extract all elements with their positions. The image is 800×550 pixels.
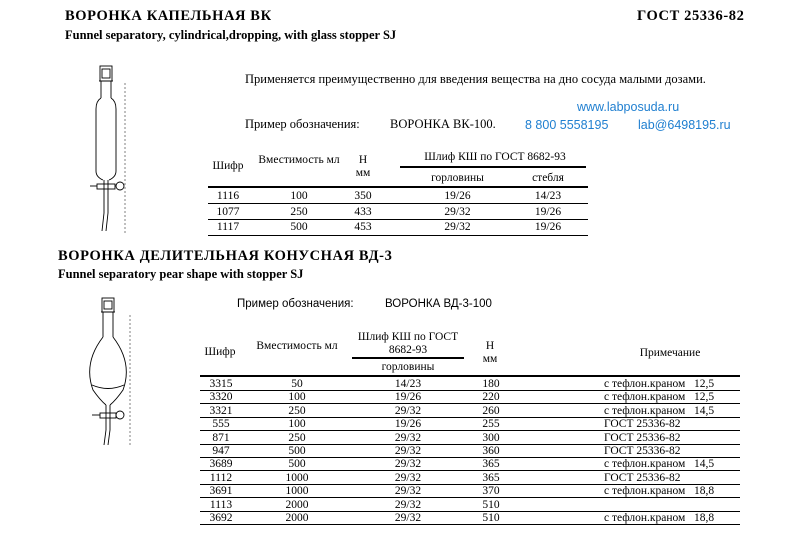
t2-cell-height: 365 bbox=[482, 472, 500, 484]
funnel-pear-drawing bbox=[78, 295, 148, 455]
t2-header-capacity: Вместимость мл bbox=[256, 340, 338, 352]
t2-cell-neck: 19/26 bbox=[394, 418, 422, 430]
t2-header-note: Примечание bbox=[639, 347, 701, 359]
contact-phone-link[interactable]: 8 800 5558195 bbox=[525, 118, 609, 132]
t1-cell-code: 1117 bbox=[216, 221, 240, 233]
t1-header-stem: стебля bbox=[532, 172, 564, 184]
section1-description: Применяется преимущественно для введения вещества на дно сосуда малыми дозами. bbox=[245, 72, 706, 86]
contact-email-link[interactable]: lab@6498195.ru bbox=[638, 118, 731, 132]
contact-site-link[interactable]: www.labposuda.ru bbox=[577, 100, 680, 114]
t2-cell-height: 300 bbox=[482, 432, 500, 444]
t2-header-joint: Шлиф КШ по ГОСТ 8682-93 bbox=[357, 331, 459, 356]
t1-header-joint-group: Шлиф КШ по ГОСТ 8682-93 bbox=[424, 151, 566, 163]
t1-header-code: Шифр bbox=[212, 160, 244, 172]
t2-cell-height: 365 bbox=[482, 458, 500, 470]
t1-cell-capacity: 500 bbox=[290, 221, 308, 233]
t2-cell-capacity: 500 bbox=[288, 458, 306, 470]
t2-cell-neck: 29/32 bbox=[394, 432, 422, 444]
t2-header-height: Н мм bbox=[482, 340, 498, 365]
t2-cell-note: с тефлон.краном 14,5 bbox=[604, 458, 715, 470]
t1-cell-neck: 29/32 bbox=[444, 221, 471, 233]
t2-cell-height: 260 bbox=[482, 405, 500, 417]
funnel-cylindrical-drawing bbox=[85, 63, 135, 238]
t2-cell-capacity: 2000 bbox=[285, 512, 309, 524]
t2-cell-height: 255 bbox=[482, 418, 500, 430]
t1-cell-code: 1077 bbox=[216, 206, 240, 218]
t1-cell-stem: 19/26 bbox=[534, 221, 562, 233]
t2-cell-neck: 29/32 bbox=[394, 445, 422, 457]
t2-cell-code: 3315 bbox=[209, 378, 233, 390]
t1-cell-height: 433 bbox=[354, 206, 372, 218]
t2-cell-neck: 29/32 bbox=[394, 499, 422, 511]
t2-cell-note: с тефлон.краном 18,8 bbox=[604, 512, 715, 524]
t2-cell-neck: 29/32 bbox=[394, 512, 422, 524]
t2-cell-code: 555 bbox=[212, 418, 230, 430]
t2-cell-height: 360 bbox=[482, 445, 500, 457]
t2-cell-note: ГОСТ 25336-82 bbox=[604, 445, 681, 457]
t2-cell-capacity: 250 bbox=[288, 405, 306, 417]
t2-cell-code: 1112 bbox=[209, 472, 233, 484]
section2-title: ВОРОНКА ДЕЛИТЕЛЬНАЯ КОНУСНАЯ ВД-3 bbox=[58, 248, 393, 264]
t2-cell-height: 180 bbox=[482, 378, 500, 390]
t1-header-neck: горловины bbox=[431, 172, 484, 184]
t2-cell-neck: 29/32 bbox=[394, 458, 422, 470]
t1-cell-height: 350 bbox=[354, 190, 372, 202]
t2-cell-neck: 29/32 bbox=[394, 472, 422, 484]
section1-subtitle: Funnel separatory, cylindrical,dropping, with glass stopper SJ bbox=[65, 28, 397, 42]
section1-gost: ГОСТ 25336-82 bbox=[637, 8, 745, 24]
t2-cell-note: ГОСТ 25336-82 bbox=[604, 432, 681, 444]
t2-cell-code: 1113 bbox=[209, 499, 233, 511]
t1-cell-code: 1116 bbox=[216, 190, 240, 202]
t2-cell-capacity: 100 bbox=[288, 391, 306, 403]
section1-example-label: Пример обозначения: bbox=[245, 117, 360, 131]
t2-header-code: Шифр bbox=[204, 346, 236, 358]
t1-cell-height: 453 bbox=[354, 221, 372, 233]
t2-cell-height: 510 bbox=[482, 499, 500, 511]
t2-cell-code: 871 bbox=[212, 432, 230, 444]
section2-subtitle: Funnel separatory pear shape with stopper SJ bbox=[58, 267, 304, 281]
t2-cell-note: с тефлон.краном 12,5 bbox=[604, 378, 715, 390]
t2-cell-capacity: 2000 bbox=[285, 499, 309, 511]
t2-cell-code: 947 bbox=[212, 445, 230, 457]
t2-cell-capacity: 1000 bbox=[285, 485, 309, 497]
t2-row-divider bbox=[200, 470, 740, 471]
t2-cell-code: 3320 bbox=[209, 391, 233, 403]
t2-cell-capacity: 500 bbox=[288, 445, 306, 457]
t2-cell-note: ГОСТ 25336-82 bbox=[604, 418, 681, 430]
t2-cell-height: 510 bbox=[482, 512, 500, 524]
t2-cell-neck: 19/26 bbox=[394, 391, 422, 403]
t2-cell-capacity: 1000 bbox=[285, 472, 309, 484]
t2-cell-neck: 29/32 bbox=[394, 405, 422, 417]
t1-cell-capacity: 250 bbox=[290, 206, 308, 218]
t2-header-neck: горловины bbox=[381, 361, 435, 373]
t2-cell-code: 3691 bbox=[209, 485, 233, 497]
t2-cell-code: 3321 bbox=[209, 405, 233, 417]
t2-cell-note: с тефлон.краном 12,5 bbox=[604, 391, 715, 403]
t2-cell-height: 220 bbox=[482, 391, 500, 403]
t2-row-divider bbox=[200, 524, 740, 525]
t1-cell-stem: 14/23 bbox=[534, 190, 562, 202]
t1-header-capacity: Вместимость мл bbox=[258, 154, 340, 166]
t2-cell-note: с тефлон.краном 18,8 bbox=[604, 485, 715, 497]
t2-cell-note: ГОСТ 25336-82 bbox=[604, 472, 681, 484]
t2-cell-neck: 29/32 bbox=[394, 485, 422, 497]
t2-cell-code: 3689 bbox=[209, 458, 233, 470]
t2-cell-capacity: 50 bbox=[291, 378, 303, 390]
t2-cell-neck: 14/23 bbox=[394, 378, 422, 390]
section1-title: ВОРОНКА КАПЕЛЬНАЯ ВК bbox=[65, 8, 272, 24]
section2-example-value: ВОРОНКА ВД-3-100 bbox=[385, 298, 492, 310]
t2-cell-capacity: 100 bbox=[288, 418, 306, 430]
t2-cell-note: с тефлон.краном 14,5 bbox=[604, 405, 715, 417]
t2-row-divider bbox=[200, 403, 740, 404]
section2-example-label: Пример обозначения: bbox=[237, 298, 354, 310]
t2-cell-capacity: 250 bbox=[288, 432, 306, 444]
t1-cell-neck: 19/26 bbox=[444, 190, 471, 202]
t2-row-divider bbox=[200, 430, 740, 431]
t1-cell-neck: 29/32 bbox=[444, 206, 471, 218]
t2-cell-height: 370 bbox=[482, 485, 500, 497]
t2-cell-code: 3692 bbox=[209, 512, 233, 524]
t2-row-divider bbox=[200, 497, 740, 498]
t1-cell-stem: 19/26 bbox=[534, 206, 562, 218]
section1-example-value: ВОРОНКА ВК-100. bbox=[390, 117, 496, 131]
t1-cell-capacity: 100 bbox=[290, 190, 308, 202]
t1-header-height: Н мм bbox=[355, 154, 371, 179]
